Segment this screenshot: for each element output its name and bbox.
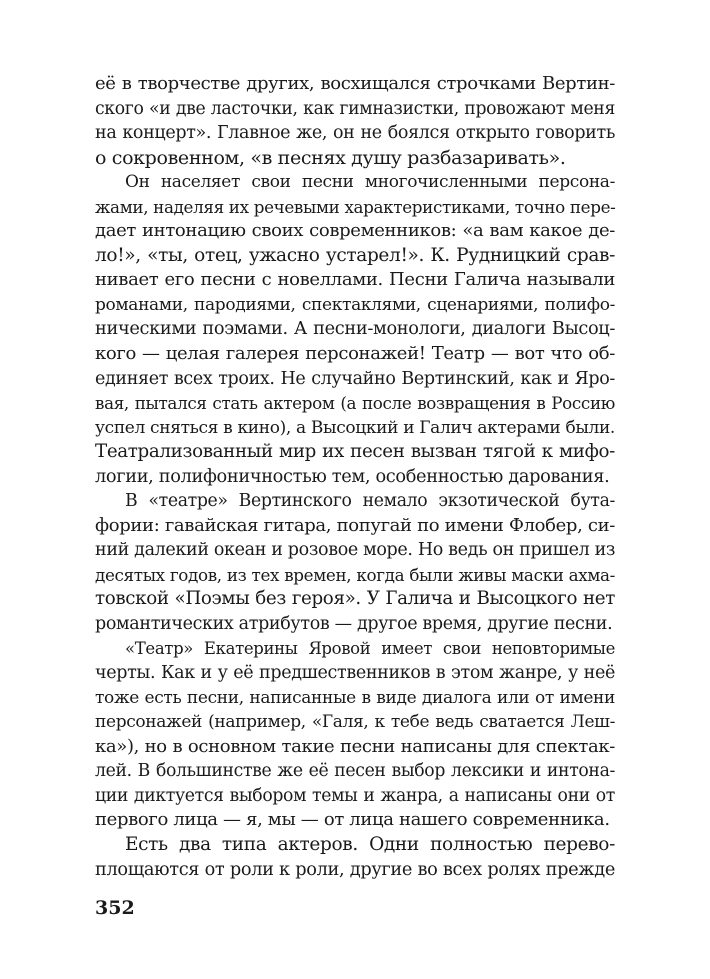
text-line: фории: гавайская гитара, попугай по имени Флобер, си-	[95, 514, 615, 536]
text-line: ническими поэмами. А песни-монологи, диалоги Высоц-	[95, 319, 615, 340]
body-text	[95, 72, 615, 882]
text-line: Он населяет свои песни многочисленными персона-	[125, 172, 615, 193]
text-line: товской «Поэмы без героя». У Галича и Высоцкого нет	[95, 588, 615, 610]
text-line: десятых годов, из тех времен, когда были живы маски ахма-	[95, 564, 615, 585]
text-line: ний далекий океан и розовое море. Но ведь он пришел из	[95, 540, 616, 561]
text-line: первого лица — я, мы — от лица нашего современника.	[95, 809, 610, 831]
text-line: ло!», «ты, отец, ужасно устарел!». К. Рудницкий срав-	[95, 244, 615, 266]
text-line: персонажей (например, «Галя, к тебе ведь сватается Леш-	[95, 712, 615, 733]
text-line: о сокровенном, «в песнях душу разбазаривать».	[95, 146, 566, 169]
text-line: единяет всех троих. Не случайно Вертинский, как и Яро-	[95, 368, 615, 389]
text-line: нивает его песни с новеллами. Песни Галича называли	[95, 269, 615, 291]
text-line: дает интонацию своих современников: «а вам какое де-	[95, 220, 615, 242]
text-line: романами, пародиями, спектаклями, сценариями, полифо-	[95, 294, 615, 315]
text-line: ского «и две ласточки, как гимназистки, провожают меня	[95, 98, 615, 119]
text-line: логии, полифоничностью тем, особенностью дарования.	[95, 466, 610, 487]
text-line: «Театр» Екатерины Яровой имеет свои неповторимые	[125, 638, 615, 658]
text-line: тоже есть песни, написанные в виде диалога или от имени	[95, 687, 615, 708]
text-line: романтических атрибутов — другое время, другие песни.	[95, 614, 613, 635]
text-line: Театрализованный мир их песен вызван тягой к мифо-	[95, 441, 615, 463]
text-line: площаются от роли к роли, другие во всех ролях прежде	[95, 859, 615, 880]
text-line: на концерт». Главное же, он не боялся открыто говорить	[95, 123, 615, 144]
text-line: жами, наделяя их речевыми характеристиками, точно пере-	[95, 196, 616, 217]
text-line: ка»), но в основном такие песни написаны для спектак-	[95, 735, 615, 757]
page-number: 352	[95, 897, 135, 919]
text-line: Есть два типа актеров. Одни полностью перево-	[125, 833, 615, 855]
text-line: вая, пытался стать актером (а после возвращения в Россию	[95, 393, 615, 414]
text-line: В «театре» Вертинского немало экзотической бута-	[125, 491, 615, 512]
text-line: лей. В большинстве же её песен выбор лексики и интона-	[95, 761, 615, 782]
text-line: черты. Как и у её предшественников в этом жанре, у неё	[95, 663, 615, 684]
text-line: кого — целая галерея персонажей! Театр — вот что об-	[95, 343, 615, 365]
text-line: её в творчестве других, восхищался строчками Вертин-	[95, 73, 615, 94]
text-line: успел сняться в кино), а Высоцкий и Галич актерами были.	[95, 417, 615, 438]
text-line: ции диктуется выбором темы и жанра, а написаны они от	[95, 785, 615, 806]
